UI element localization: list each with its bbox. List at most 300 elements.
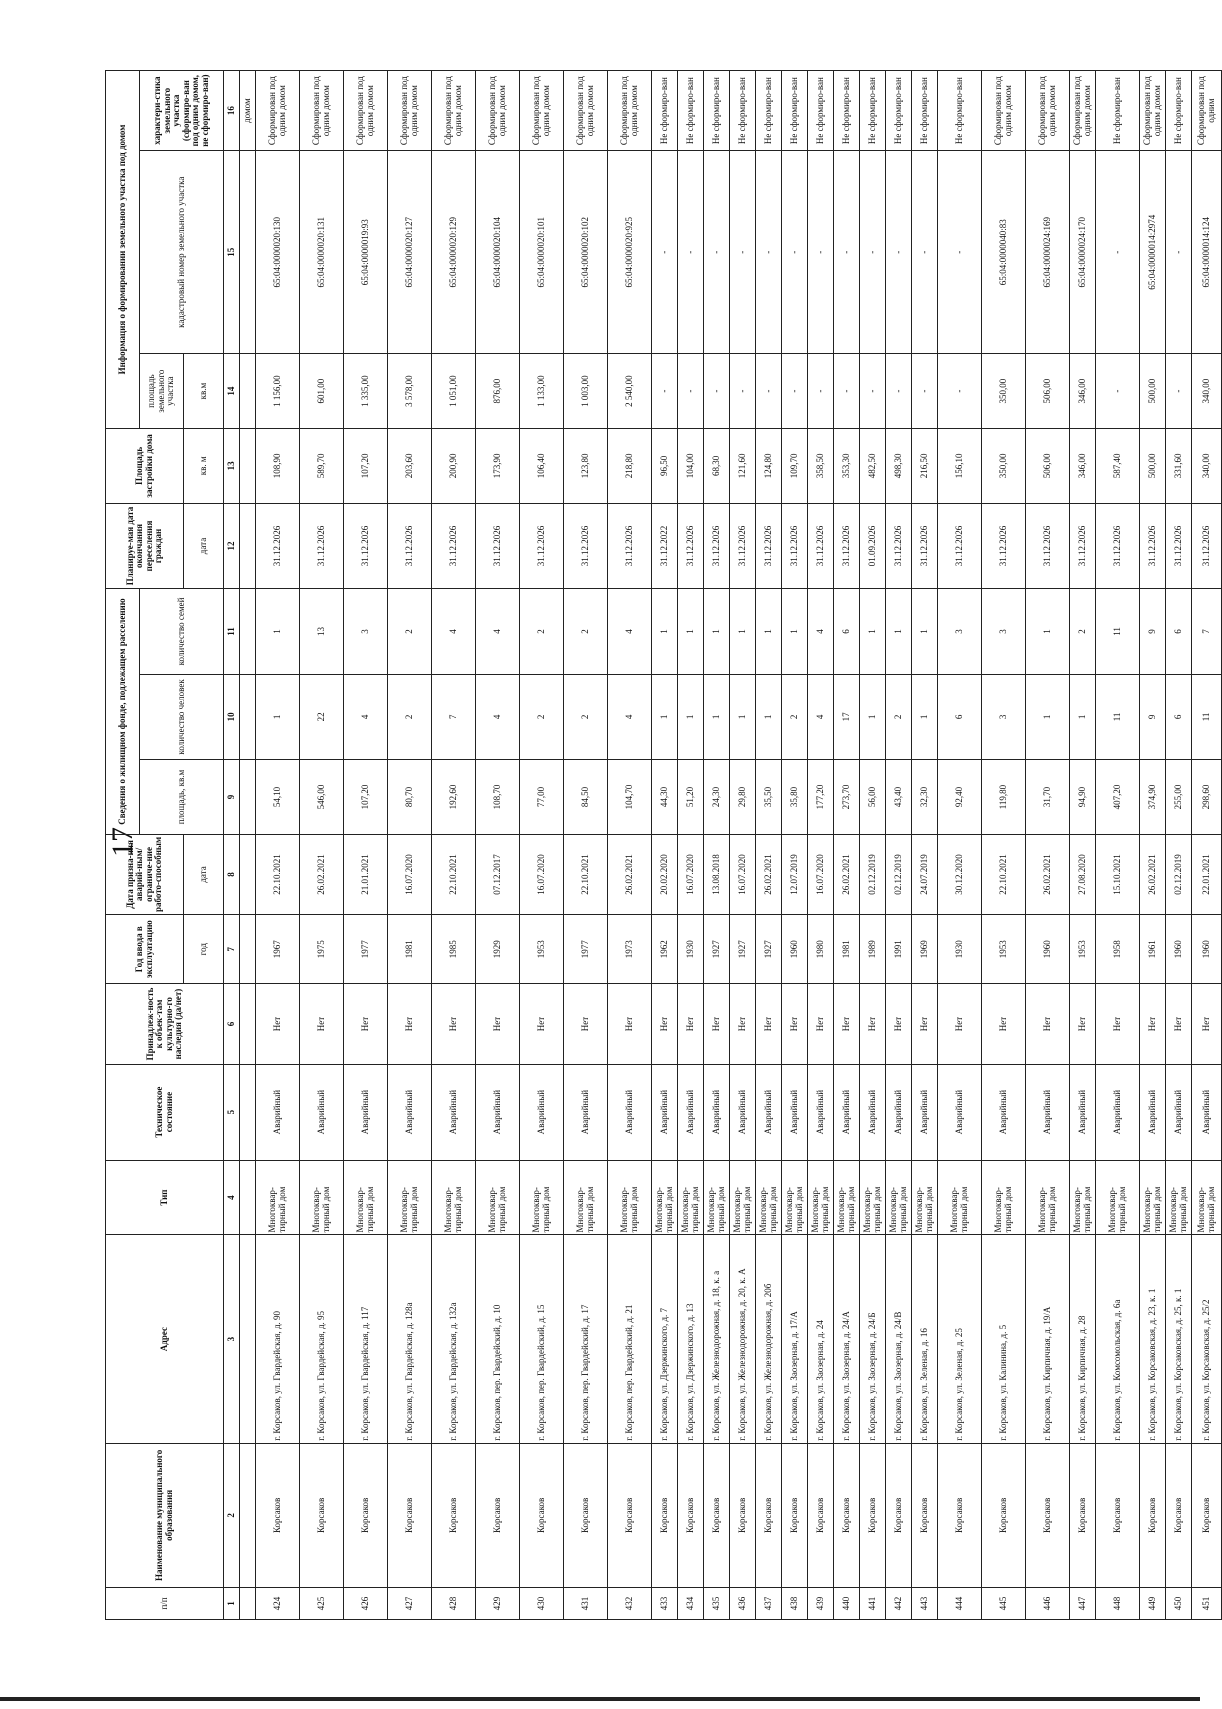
cell-mo: Корсаков	[938, 1443, 982, 1587]
cell-area: 119,80	[982, 760, 1026, 835]
cell-families: 1	[756, 589, 782, 674]
cell-mo: Корсаков	[1140, 1443, 1166, 1587]
cell-land: 340,00	[1192, 354, 1222, 429]
cell-mo: Корсаков	[834, 1443, 860, 1587]
cell-addr: г. Корсаков, ул. Комсомольская, д. 6а	[1096, 1235, 1140, 1443]
cell-char: Не сформиро-ван	[886, 71, 912, 151]
header-c14: кв.м	[184, 354, 224, 429]
cell-n: 440	[834, 1587, 860, 1619]
cell-area: 92,40	[938, 760, 982, 835]
cell-people: 4	[608, 674, 652, 759]
col-num: 1	[224, 1587, 240, 1619]
header-g14s: площадь земельного участка	[140, 354, 184, 429]
cell-year: 1967	[256, 915, 300, 984]
cell-date: 02.12.2019	[1166, 834, 1192, 914]
cell-state: Аварийный	[1070, 1064, 1096, 1160]
cell-land: -	[912, 354, 938, 429]
cell-mo: Корсаков	[564, 1443, 608, 1587]
cell-state: Аварийный	[564, 1064, 608, 1160]
table-row	[388, 71, 432, 1620]
cell-type: Многоквар-тирный дом	[982, 1160, 1026, 1235]
col-num: 13	[224, 429, 240, 504]
cell-heritage: Нет	[678, 984, 704, 1064]
cell-build: 96,50	[652, 429, 678, 504]
cell-addr: г. Корсаков, ул. Заозерная, д. 24	[808, 1235, 834, 1443]
cell-mo: Корсаков	[678, 1443, 704, 1587]
cell-build: 482,50	[860, 429, 886, 504]
cell-end: 31.12.2026	[476, 503, 520, 588]
cell-land: 1 051,00	[432, 354, 476, 429]
cell-end: 31.12.2026	[704, 503, 730, 588]
cell-state: Аварийный	[432, 1064, 476, 1160]
cell-n: 424	[256, 1587, 300, 1619]
table-row	[1192, 71, 1222, 1620]
cell-char: Сформирован под одним домом	[388, 71, 432, 151]
cell-area: 43,40	[886, 760, 912, 835]
cell-mo: Корсаков	[388, 1443, 432, 1587]
cell-end: 31.12.2026	[432, 503, 476, 588]
cell-land: -	[886, 354, 912, 429]
cell-date: 16.07.2020	[808, 834, 834, 914]
cell-state: Аварийный	[1026, 1064, 1070, 1160]
table-row	[808, 71, 834, 1620]
cell-build: 156,10	[938, 429, 982, 504]
cell-people: 4	[476, 674, 520, 759]
cell-area: 84,50	[564, 760, 608, 835]
cell-end: 31.12.2026	[912, 503, 938, 588]
cell-type: Многоквар-тирный дом	[1096, 1160, 1140, 1235]
col-num: 8	[224, 834, 240, 914]
header-c2: Наименование муниципального образования	[106, 1443, 224, 1587]
col-num: 3	[224, 1235, 240, 1443]
cell-people: 2	[388, 674, 432, 759]
cell-addr: г. Корсаков, ул. Гвардейская, д. 117	[344, 1235, 388, 1443]
table-row	[300, 71, 344, 1620]
table-row	[1096, 71, 1140, 1620]
col-num: 5	[224, 1064, 240, 1160]
cell-type: Многоквар-тирный дом	[678, 1160, 704, 1235]
cell-year: 1980	[808, 915, 834, 984]
cell-build: 173,90	[476, 429, 520, 504]
cell-addr: г. Корсаков, ул. Заозерная, д. 17/А	[782, 1235, 808, 1443]
cell-people: 1	[860, 674, 886, 759]
cell-date: 26.02.2021	[300, 834, 344, 914]
cell-state: Аварийный	[388, 1064, 432, 1160]
cell-families: 1	[886, 589, 912, 674]
cell-year: 1975	[300, 915, 344, 984]
cell-cad: 65:04:0000024:170	[1070, 151, 1096, 354]
cell-cad: -	[782, 151, 808, 354]
cell-heritage: Нет	[564, 984, 608, 1064]
cell-year: 1953	[520, 915, 564, 984]
cell-families: 4	[476, 589, 520, 674]
cell-heritage: Нет	[756, 984, 782, 1064]
cell-cad: 65:04:0000024:169	[1026, 151, 1070, 354]
table-row	[756, 71, 782, 1620]
cell-build: 106,40	[520, 429, 564, 504]
cell-end: 31.12.2026	[1096, 503, 1140, 588]
cell-type: Многоквар-тирный дом	[564, 1160, 608, 1235]
cell-n: 427	[388, 1587, 432, 1619]
cell-land: -	[652, 354, 678, 429]
cell-state: Аварийный	[256, 1064, 300, 1160]
cell-heritage: Нет	[1026, 984, 1070, 1064]
header-c12: дата	[184, 503, 224, 588]
cell-end: 31.12.2026	[938, 503, 982, 588]
cell-state: Аварийный	[1192, 1064, 1222, 1160]
cell-state: Аварийный	[704, 1064, 730, 1160]
col-num: 10	[224, 674, 240, 759]
cell-area: 24,30	[704, 760, 730, 835]
cell-mo: Корсаков	[886, 1443, 912, 1587]
cell-land: 3 578,00	[388, 354, 432, 429]
cell-date: 16.07.2020	[388, 834, 432, 914]
cell-build: 346,00	[1070, 429, 1096, 504]
cell-addr: г. Корсаков, ул. Заозерная, д. 24/В	[886, 1235, 912, 1443]
cell-year: 1929	[476, 915, 520, 984]
cell-land: -	[730, 354, 756, 429]
cell-mo: Корсаков	[344, 1443, 388, 1587]
cell-cad: -	[938, 151, 982, 354]
cell-families: 4	[608, 589, 652, 674]
cell-people: 11	[1192, 674, 1222, 759]
cell-families: 1	[652, 589, 678, 674]
cell-cad: 65:04:0000020:925	[608, 151, 652, 354]
cell-state: Аварийный	[1140, 1064, 1166, 1160]
cell-heritage: Нет	[912, 984, 938, 1064]
cell-end: 31.12.2026	[1070, 503, 1096, 588]
cell-date: 22.10.2021	[564, 834, 608, 914]
cell-type: Многоквар-тирный дом	[1070, 1160, 1096, 1235]
cell-year: 1969	[912, 915, 938, 984]
cell-land: -	[782, 354, 808, 429]
cell-area: 31,70	[1026, 760, 1070, 835]
cell-date: 13.08.2018	[704, 834, 730, 914]
cell-type: Многоквар-тирный дом	[1192, 1160, 1222, 1235]
table-row	[520, 71, 564, 1620]
cell-state: Аварийный	[730, 1064, 756, 1160]
cell-date: 02.12.2019	[886, 834, 912, 914]
cell-families: 1	[730, 589, 756, 674]
header-g12: Планируе-мая дата окончания переселения граждан	[106, 503, 184, 588]
table-row	[782, 71, 808, 1620]
cell-build: 68,30	[704, 429, 730, 504]
cell-year: 1989	[860, 915, 886, 984]
cell-families: 2	[564, 589, 608, 674]
cell-heritage: Нет	[1166, 984, 1192, 1064]
cell-heritage: Нет	[388, 984, 432, 1064]
page-number: 17	[106, 827, 139, 857]
cell-heritage: Нет	[256, 984, 300, 1064]
cell-people: 1	[730, 674, 756, 759]
table-row	[912, 71, 938, 1620]
cell-mo: Корсаков	[520, 1443, 564, 1587]
cell-build: 353,30	[834, 429, 860, 504]
table-row	[886, 71, 912, 1620]
cell-people: 11	[1096, 674, 1140, 759]
cell-addr: г. Корсаков, ул. Корсаковская, д. 23, к. 1	[1140, 1235, 1166, 1443]
cell-end: 31.12.2026	[520, 503, 564, 588]
cell-land: 500,00	[1140, 354, 1166, 429]
cell-n: 435	[704, 1587, 730, 1619]
cell-year: 1977	[564, 915, 608, 984]
cell-families: 2	[388, 589, 432, 674]
cell-heritage: Нет	[476, 984, 520, 1064]
column-number-row	[224, 71, 240, 1620]
cell-state: Аварийный	[982, 1064, 1026, 1160]
cell-land: 1 156,00	[256, 354, 300, 429]
cell-n: 425	[300, 1587, 344, 1619]
cell-heritage: Нет	[344, 984, 388, 1064]
cell-char: Не сформиро-ван	[782, 71, 808, 151]
cell-n: 432	[608, 1587, 652, 1619]
cell-heritage: Нет	[860, 984, 886, 1064]
cell-date: 22.10.2021	[982, 834, 1026, 914]
table-row	[730, 71, 756, 1620]
cell-type: Многоквар-тирный дом	[808, 1160, 834, 1235]
cell-cad: 65:04:0000020:131	[300, 151, 344, 354]
cell-cad: 65:04:0000020:130	[256, 151, 300, 354]
cell-addr: г. Корсаков, ул. Гвардейская, д. 90	[256, 1235, 300, 1443]
cell-cad: -	[912, 151, 938, 354]
cell-build: 340,00	[1192, 429, 1222, 504]
cell-area: 35,80	[782, 760, 808, 835]
cell-land: 601,00	[300, 354, 344, 429]
table-row	[834, 71, 860, 1620]
cell-addr: г. Корсаков, ул. Железнодорожная, д. 20, к. А	[730, 1235, 756, 1443]
cell-build: 331,60	[1166, 429, 1192, 504]
cell-people: 7	[432, 674, 476, 759]
cell-area: 374,90	[1140, 760, 1166, 835]
cell-char: Сформирован под одним	[1192, 71, 1222, 151]
cell-date: 30.12.2020	[938, 834, 982, 914]
cell-land: 1 133,00	[520, 354, 564, 429]
cell-type: Многоквар-тирный дом	[1026, 1160, 1070, 1235]
cell-type: Многоквар-тирный дом	[476, 1160, 520, 1235]
cell-date: 07.12.2017	[476, 834, 520, 914]
cell-state: Аварийный	[608, 1064, 652, 1160]
table-row	[860, 71, 886, 1620]
cell-char: Не сформиро-ван	[834, 71, 860, 151]
cell-people: 2	[564, 674, 608, 759]
cell-date: 22.10.2021	[256, 834, 300, 914]
header-g13: Площадь застройки дома	[106, 429, 184, 504]
cell-n: 430	[520, 1587, 564, 1619]
cell-n: 429	[476, 1587, 520, 1619]
cell-families: 2	[1070, 589, 1096, 674]
cell-type: Многоквар-тирный дом	[834, 1160, 860, 1235]
header-c15: кадастровый номер земельного участка	[140, 151, 224, 354]
cell-date: 26.02.2021	[756, 834, 782, 914]
cell-end: 31.12.2026	[1192, 503, 1222, 588]
cell-type: Многоквар-тирный дом	[432, 1160, 476, 1235]
cell-year: 1977	[344, 915, 388, 984]
cell-build: 124,80	[756, 429, 782, 504]
cell-area: 51,20	[678, 760, 704, 835]
cell-mo: Корсаков	[860, 1443, 886, 1587]
cell-type: Многоквар-тирный дом	[704, 1160, 730, 1235]
header-c8: дата	[184, 834, 224, 914]
cell-heritage: Нет	[608, 984, 652, 1064]
cell-people: 3	[982, 674, 1026, 759]
cell-area: 54,10	[256, 760, 300, 835]
table-row	[256, 71, 300, 1620]
cell-build: 500,00	[1140, 429, 1166, 504]
cell-heritage: Нет	[730, 984, 756, 1064]
cell-cad: -	[1166, 151, 1192, 354]
cell-families: 6	[834, 589, 860, 674]
cell-land: 346,00	[1070, 354, 1096, 429]
cell-mo: Корсаков	[756, 1443, 782, 1587]
table-row	[982, 71, 1026, 1620]
cell-year: 1981	[388, 915, 432, 984]
header-g7: Год ввода в эксплуатацию	[106, 915, 184, 984]
cell-end: 31.12.2026	[982, 503, 1026, 588]
cell-people: 17	[834, 674, 860, 759]
cell-state: Аварийный	[476, 1064, 520, 1160]
cell-area: 255,00	[1166, 760, 1192, 835]
cell-people: 1	[652, 674, 678, 759]
cell-char: Не сформиро-ван	[1096, 71, 1140, 151]
cell-mo: Корсаков	[1192, 1443, 1222, 1587]
cell-people: 4	[808, 674, 834, 759]
cell-mo: Корсаков	[912, 1443, 938, 1587]
cell-addr: г. Корсаков, ул. Железнодорожная, д. 20б	[756, 1235, 782, 1443]
cell-heritage: Нет	[938, 984, 982, 1064]
cell-end: 31.12.2026	[256, 503, 300, 588]
cell-area: 108,70	[476, 760, 520, 835]
cell-build: 104,00	[678, 429, 704, 504]
cell-land: 2 540,00	[608, 354, 652, 429]
cell-state: Аварийный	[756, 1064, 782, 1160]
cell-addr: г. Корсаков, ул. Корсаковская, д. 25/2	[1192, 1235, 1222, 1443]
cell-area: 104,70	[608, 760, 652, 835]
cell-n: 431	[564, 1587, 608, 1619]
table-row	[432, 71, 476, 1620]
cell-families: 1	[678, 589, 704, 674]
cell-cad: 65:04:0000020:129	[432, 151, 476, 354]
header-c1: п/п	[106, 1587, 224, 1619]
cell-area: 29,80	[730, 760, 756, 835]
cell-area: 35,50	[756, 760, 782, 835]
cell-mo: Корсаков	[808, 1443, 834, 1587]
cell-state: Аварийный	[938, 1064, 982, 1160]
cell-char: Сформирован под одним домом	[344, 71, 388, 151]
cell-char: Сформирован под одним домом	[564, 71, 608, 151]
cell-families: 3	[344, 589, 388, 674]
cell-mo: Корсаков	[652, 1443, 678, 1587]
cell-people: 6	[938, 674, 982, 759]
cell-families: 11	[1096, 589, 1140, 674]
cell-end: 31.12.2026	[1140, 503, 1166, 588]
cell-people: 1	[678, 674, 704, 759]
cell-year: 1991	[886, 915, 912, 984]
page-bottom-border	[0, 1697, 1200, 1701]
cell-end: 31.12.2022	[652, 503, 678, 588]
cell-char: Не сформиро-ван	[652, 71, 678, 151]
continuation-row	[240, 71, 256, 1620]
cell-addr: г. Корсаков, ул. Гвардейская, д. 128а	[388, 1235, 432, 1443]
cell-mo: Корсаков	[982, 1443, 1026, 1587]
cell-land: 1 335,00	[344, 354, 388, 429]
cell-area: 32,30	[912, 760, 938, 835]
cell-area: 177,20	[808, 760, 834, 835]
cell-families: 4	[808, 589, 834, 674]
cell-char: Сформирован под одним домом	[520, 71, 564, 151]
cell-land: -	[678, 354, 704, 429]
cell-year: 1930	[678, 915, 704, 984]
cell-year: 1973	[608, 915, 652, 984]
cell-year: 1930	[938, 915, 982, 984]
cell-type: Многоквар-тирный дом	[912, 1160, 938, 1235]
col-num: 2	[224, 1443, 240, 1587]
cell-area: 546,00	[300, 760, 344, 835]
cell-families: 6	[1166, 589, 1192, 674]
cell-land: -	[834, 354, 860, 429]
cell-heritage: Нет	[1140, 984, 1166, 1064]
cell-n: 446	[1026, 1587, 1070, 1619]
cell-land: -	[1096, 354, 1140, 429]
cell-build: 216,50	[912, 429, 938, 504]
cell-date: 26.02.2021	[608, 834, 652, 914]
cell-people: 9	[1140, 674, 1166, 759]
cell-people: 1	[912, 674, 938, 759]
cell-addr: г. Корсаков, ул. Кирпичная, д. 19/А	[1026, 1235, 1070, 1443]
cell-char: Не сформиро-ван	[730, 71, 756, 151]
cell-n: 439	[808, 1587, 834, 1619]
cell-addr: г. Корсаков, пер. Гвардейский, д. 10	[476, 1235, 520, 1443]
cell-build: 587,40	[1096, 429, 1140, 504]
table-row	[344, 71, 388, 1620]
header-c5: Техническое состояние	[106, 1064, 224, 1160]
cell-end: 31.12.2026	[808, 503, 834, 588]
cell-state: Аварийный	[344, 1064, 388, 1160]
cell-end: 31.12.2026	[1166, 503, 1192, 588]
cell-area: 107,20	[344, 760, 388, 835]
cell-type: Многоквар-тирный дом	[652, 1160, 678, 1235]
cell-date: 16.07.2020	[730, 834, 756, 914]
table-row	[564, 71, 608, 1620]
cell-families: 1	[782, 589, 808, 674]
cell-area: 44,30	[652, 760, 678, 835]
cell-year: 1960	[782, 915, 808, 984]
cell-land: 506,00	[1026, 354, 1070, 429]
header-c3: Адрес	[106, 1235, 224, 1443]
cell-type: Многоквар-тирный дом	[756, 1160, 782, 1235]
cell-area: 407,20	[1096, 760, 1140, 835]
cell-cad: 65:04:0000020:127	[388, 151, 432, 354]
cell-families: 4	[432, 589, 476, 674]
cell-mo: Корсаков	[1166, 1443, 1192, 1587]
cell-state: Аварийный	[808, 1064, 834, 1160]
cell-addr: г. Корсаков, ул. Заозерная, д. 24/Б	[860, 1235, 886, 1443]
cell-cad: 65:04:0000014:2974	[1140, 151, 1166, 354]
cell-area: 56,00	[860, 760, 886, 835]
cell-n: 434	[678, 1587, 704, 1619]
table-row	[652, 71, 678, 1620]
cell-type: Многоквар-тирный дом	[730, 1160, 756, 1235]
table-row	[1166, 71, 1192, 1620]
cell-build: 121,60	[730, 429, 756, 504]
cell-build: 123,80	[564, 429, 608, 504]
cell-mo: Корсаков	[432, 1443, 476, 1587]
cell-cad: 65:04:0000014:124	[1192, 151, 1222, 354]
col-num: 16	[224, 71, 240, 151]
cell-heritage: Нет	[834, 984, 860, 1064]
cell-cad: 65:04:0000020:102	[564, 151, 608, 354]
cell-build: 358,50	[808, 429, 834, 504]
col-num: 14	[224, 354, 240, 429]
